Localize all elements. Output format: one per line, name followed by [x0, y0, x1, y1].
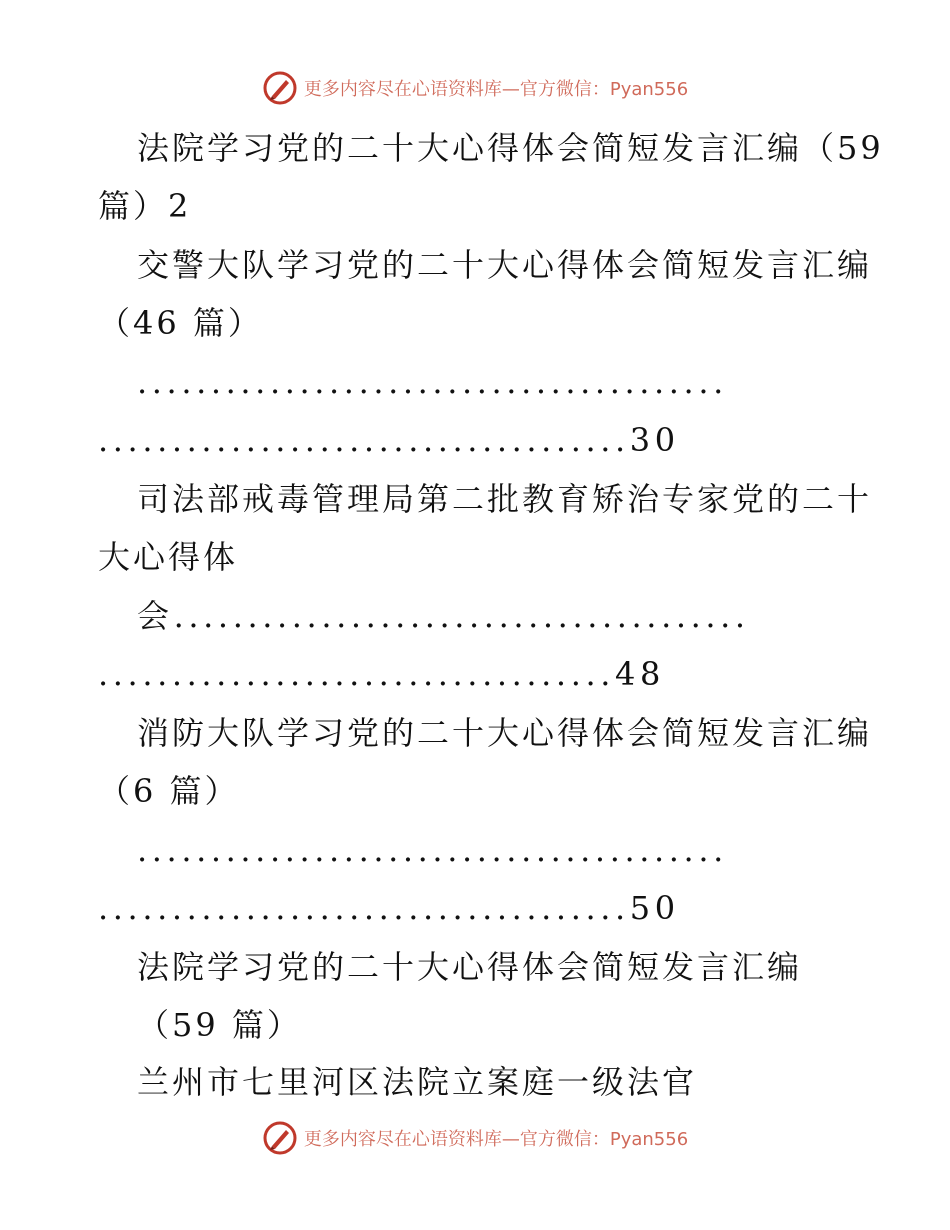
toc-entry-2-page: ....................................30 [98, 421, 680, 459]
section-heading-count: （59 篇） [137, 1006, 302, 1044]
toc-entry-2-count: （46 篇） [98, 304, 263, 342]
toc-entry-1-title: 法院学习党的二十大心得体会简短发言汇编（59 [137, 129, 884, 167]
toc-entry-1-page: 篇）2 [98, 187, 192, 225]
toc-entry-3-page: ...................................48 [98, 655, 665, 693]
toc-entry-3-title-cont: 大心得体 [98, 538, 239, 576]
pen-logo-icon [262, 70, 298, 106]
pen-logo-icon [262, 1120, 298, 1156]
toc-leader-dots: ........................................ [137, 363, 728, 401]
speaker-line: 兰州市七里河区法院立案庭一级法官 [137, 1063, 698, 1101]
toc-entry-4-title: 消防大队学习党的二十大心得体会简短发言汇编 [137, 714, 873, 752]
footer-watermark [0, 1118, 950, 1158]
section-heading: 法院学习党的二十大心得体会简短发言汇编 [137, 948, 803, 986]
toc-entry-3-title: 司法部戒毒管理局第二批教育矫治专家党的二十 [137, 480, 873, 518]
watermark-text: 更多内容尽在心语资料库—官方微信：Pyan556 [303, 1129, 689, 1150]
header-watermark [0, 68, 950, 108]
toc-entry-4-page: ....................................50 [98, 889, 680, 927]
toc-leader-dots: 会....................................... [137, 597, 750, 635]
toc-entry-2-title: 交警大队学习党的二十大心得体会简短发言汇编 [137, 246, 873, 284]
watermark-text: 更多内容尽在心语资料库—官方微信：Pyan556 [303, 79, 689, 100]
toc-entry-4-count: （6 篇） [98, 772, 240, 810]
toc-leader-dots: ........................................ [137, 831, 728, 869]
